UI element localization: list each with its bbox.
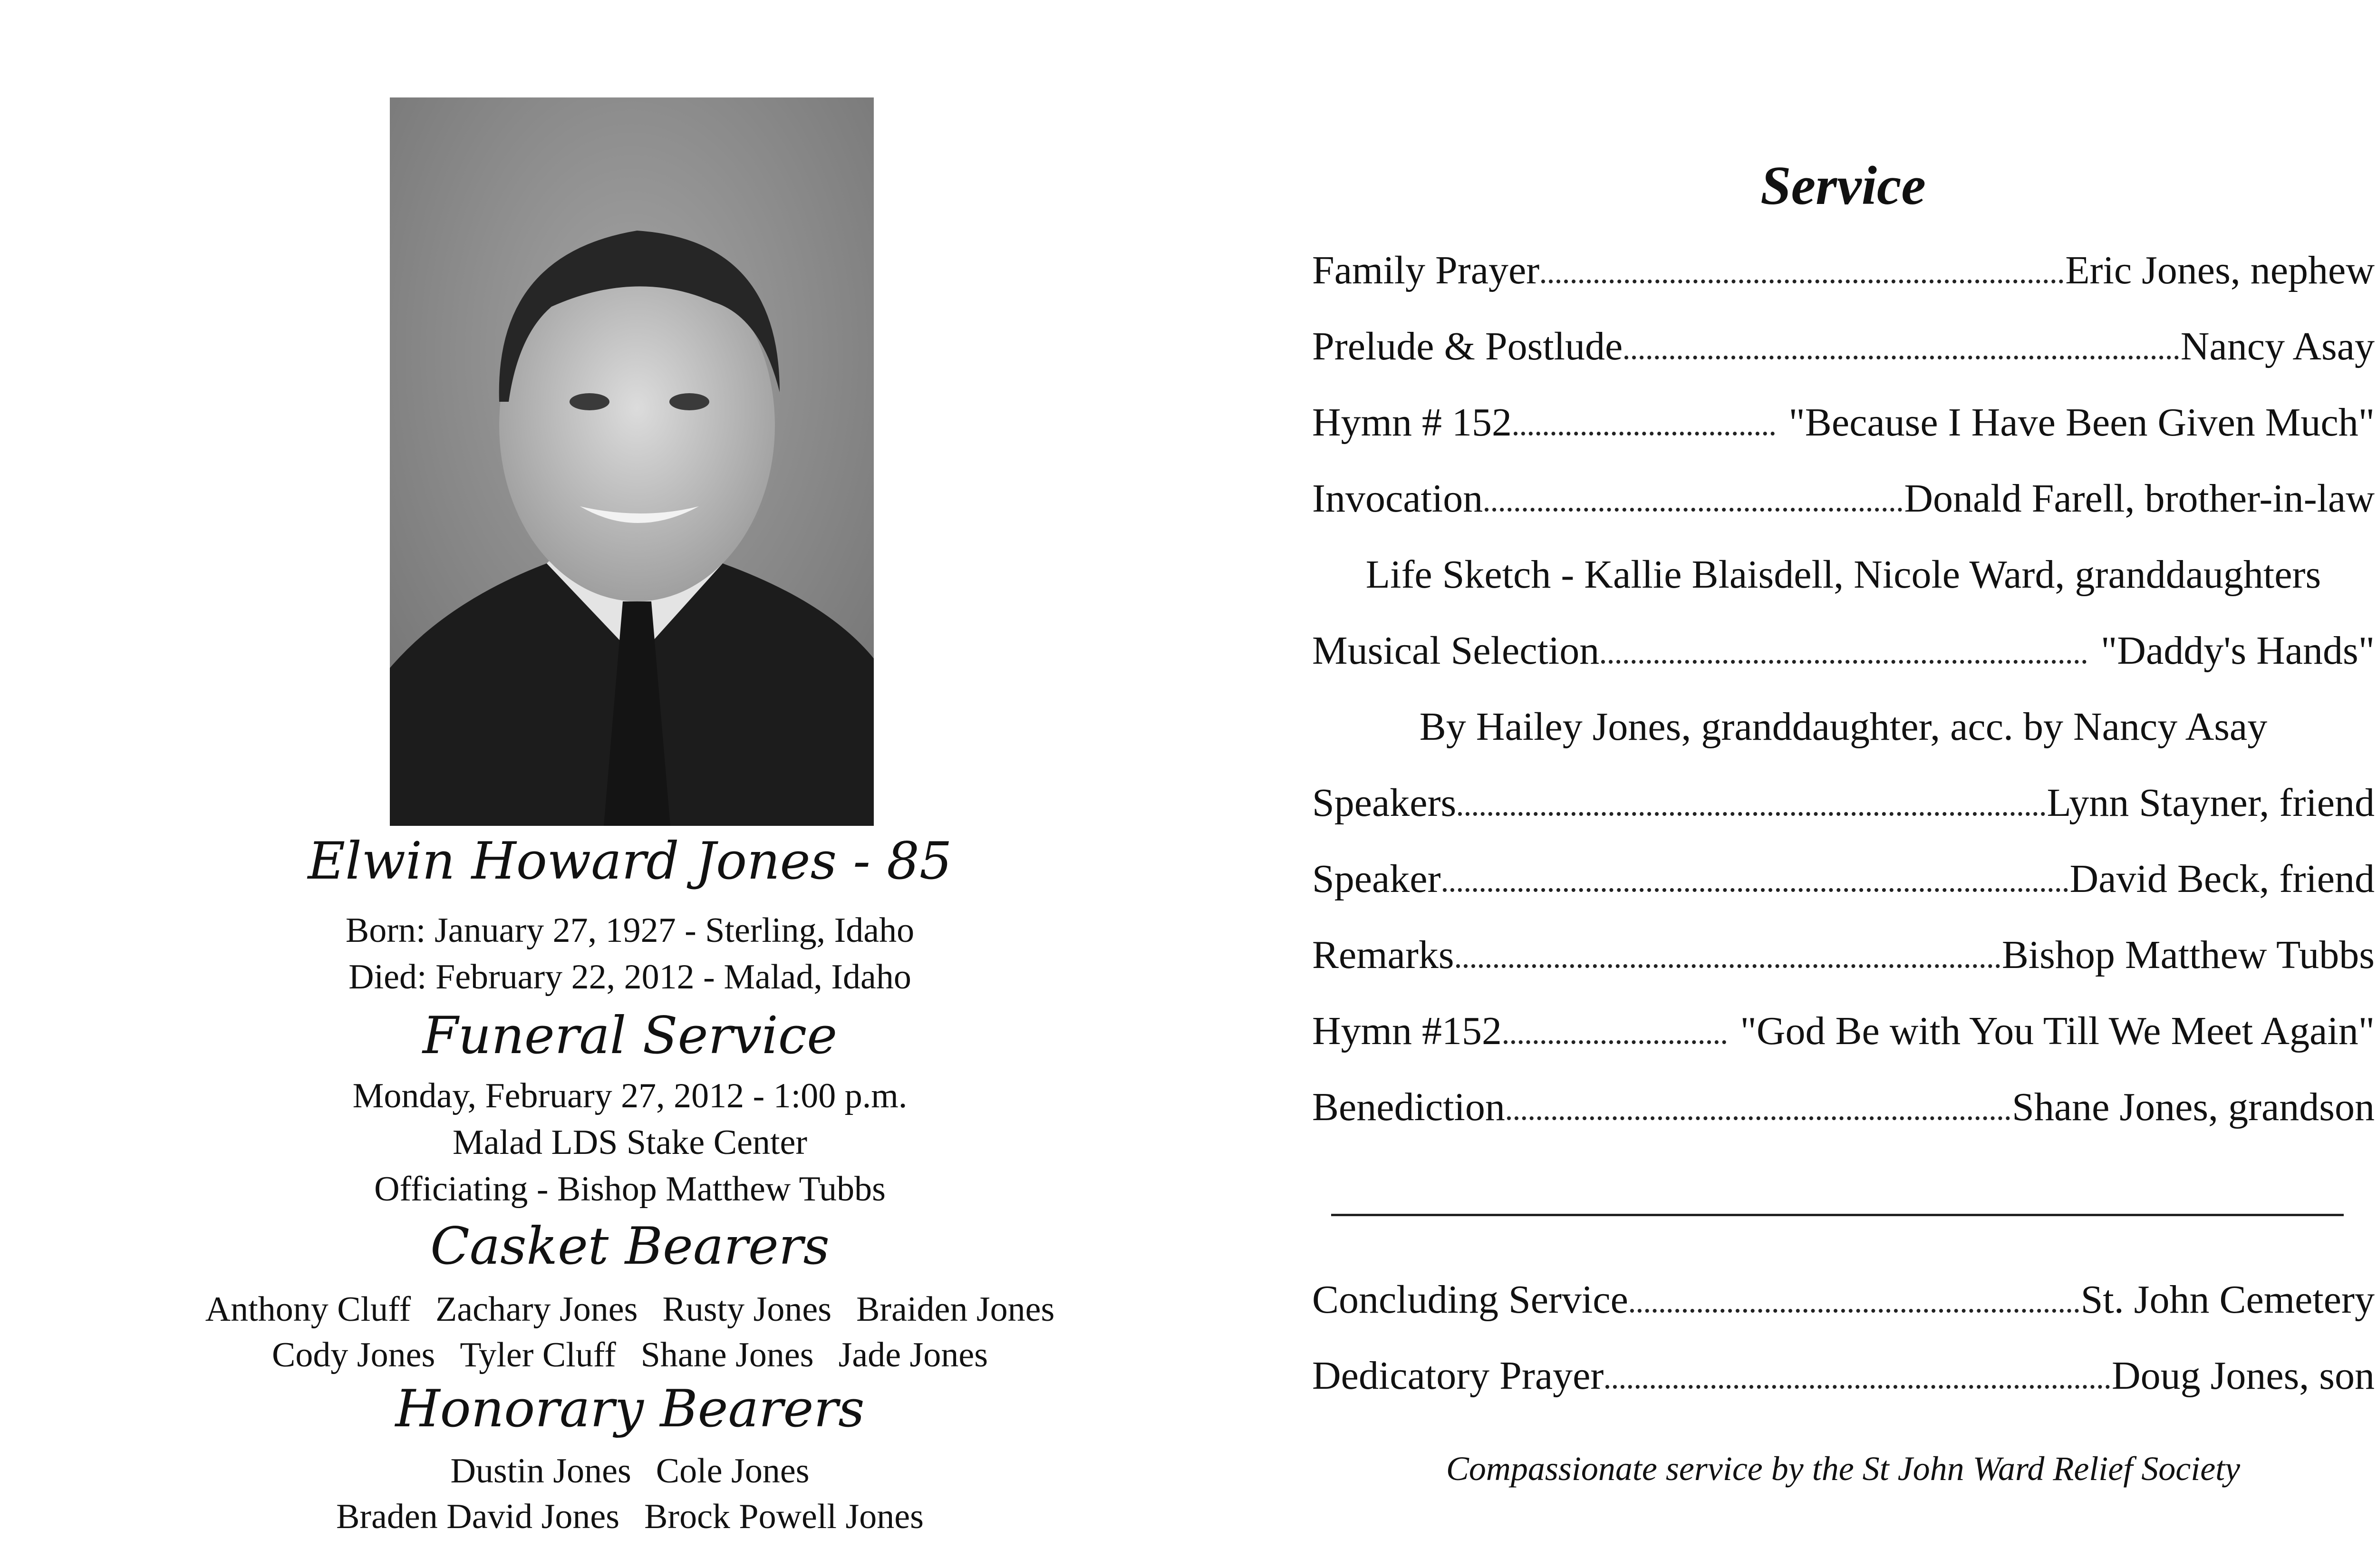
leader-dots [1630,1309,2079,1313]
musical-selection-performer: By Hailey Jones, granddaughter, acc. by Nancy Asay [1419,705,2268,749]
relief-society-credit: Compassionate service by the St John Ward Relief Society [1446,1450,2241,1488]
leader-dots [1514,432,1775,436]
program-label: Benediction [1312,1085,1505,1129]
bearer-name: Jade Jones [838,1336,988,1374]
program-value: "Daddy's Hands" [2101,629,2375,673]
bearer-name: Cole Jones [656,1452,810,1491]
portrait-image [390,97,874,826]
leader-dots [1485,508,1902,512]
bearer-name: Anthony Cluff [205,1290,411,1329]
program-value: Bishop Matthew Tubbs [2001,933,2375,977]
leader-dots [1605,1385,2110,1389]
birth-info: Born: January 27, 1927 - Sterling, Idaho [345,911,915,950]
program-value: "God Be with You Till We Meet Again" [1740,1009,2375,1053]
bearer-name: Braden David Jones [336,1497,620,1536]
death-info: Died: February 22, 2012 - Malad, Idaho [348,958,911,997]
casket-bearers-heading: Casket Bearers [430,1217,830,1276]
leader-dots [1601,660,2087,664]
program-label: Speakers [1312,781,1457,825]
deceased-name: Elwin Howard Jones - 85 [308,832,952,891]
officiating: Officiating - Bishop Matthew Tubbs [374,1170,886,1209]
program-label: Family Prayer [1312,248,1540,292]
program-item [1312,932,2375,978]
casket-bearers-row-2 [0,1335,1260,1375]
service-title: Service [1760,155,1926,216]
honorary-bearers-row-2 [0,1497,1260,1537]
honorary-bearers-heading: Honorary Bearers [395,1379,865,1439]
bearer-name: Tyler Cluff [460,1336,616,1374]
bearer-name: Shane Jones [640,1336,814,1374]
honorary-bearers-row-1 [0,1451,1260,1491]
program-value: Eric Jones, nephew [2065,248,2375,292]
program-item [1312,323,2375,369]
program-item [1312,780,2375,826]
program-label: Speaker [1312,857,1441,901]
program-item [1312,475,2375,522]
program-value: Nancy Asay [2180,324,2375,368]
program-label: Hymn #152 [1312,1009,1502,1053]
program-value: St. John Cemetery [2080,1278,2375,1322]
funeral-date: Monday, February 27, 2012 - 1:00 p.m. [352,1076,908,1115]
casket-bearers-row-1 [0,1289,1260,1330]
concluding-item [1312,1353,2375,1399]
bearer-name: Rusty Jones [662,1290,832,1329]
program-value: Donald Farell, brother-in-law [1904,476,2375,521]
right-panel [1260,0,2377,1568]
funeral-location: Malad LDS Stake Center [453,1123,807,1162]
funeral-service-heading: Funeral Service [422,1006,838,1065]
program-label: Dedicatory Prayer [1312,1354,1604,1398]
leader-dots [1443,888,2068,892]
leader-dots [1504,1040,1726,1044]
program-value: Doug Jones, son [2111,1354,2375,1398]
bearer-name: Braiden Jones [856,1290,1055,1329]
leader-dots [1507,1116,2010,1120]
program-label: Hymn # 152 [1312,400,1512,445]
divider-line [1331,1214,2344,1216]
life-sketch: Life Sketch - Kallie Blaisdell, Nicole Ward, granddaughters [1365,552,2321,597]
concluding-item [1312,1277,2375,1323]
program-item [1312,856,2375,902]
program-item [1312,628,2375,674]
leader-dots [1624,356,2178,359]
program-value: Shane Jones, grandson [2012,1085,2375,1129]
leader-dots [1458,812,2045,816]
portrait-photo [390,97,874,826]
program-item [1312,399,2375,445]
program-label: Invocation [1312,476,1483,521]
program-item [1312,247,2375,293]
program-value: Lynn Stayner, friend [2047,781,2375,825]
bearer-name: Cody Jones [272,1336,435,1374]
program-label: Prelude & Postlude [1312,324,1623,368]
program-label: Remarks [1312,933,1454,977]
program-label: Concluding Service [1312,1278,1628,1322]
program-item [1312,1008,2375,1054]
program-value: "Because I Have Been Given Much" [1788,400,2375,445]
leader-dots [1456,964,2000,968]
leader-dots [1541,280,2063,283]
bearer-name: Zachary Jones [435,1290,638,1329]
program-label: Musical Selection [1312,629,1600,673]
program-value: David Beck, friend [2069,857,2375,901]
bearer-name: Dustin Jones [450,1452,631,1491]
program-item [1312,1084,2375,1130]
bearer-name: Brock Powell Jones [644,1497,924,1536]
